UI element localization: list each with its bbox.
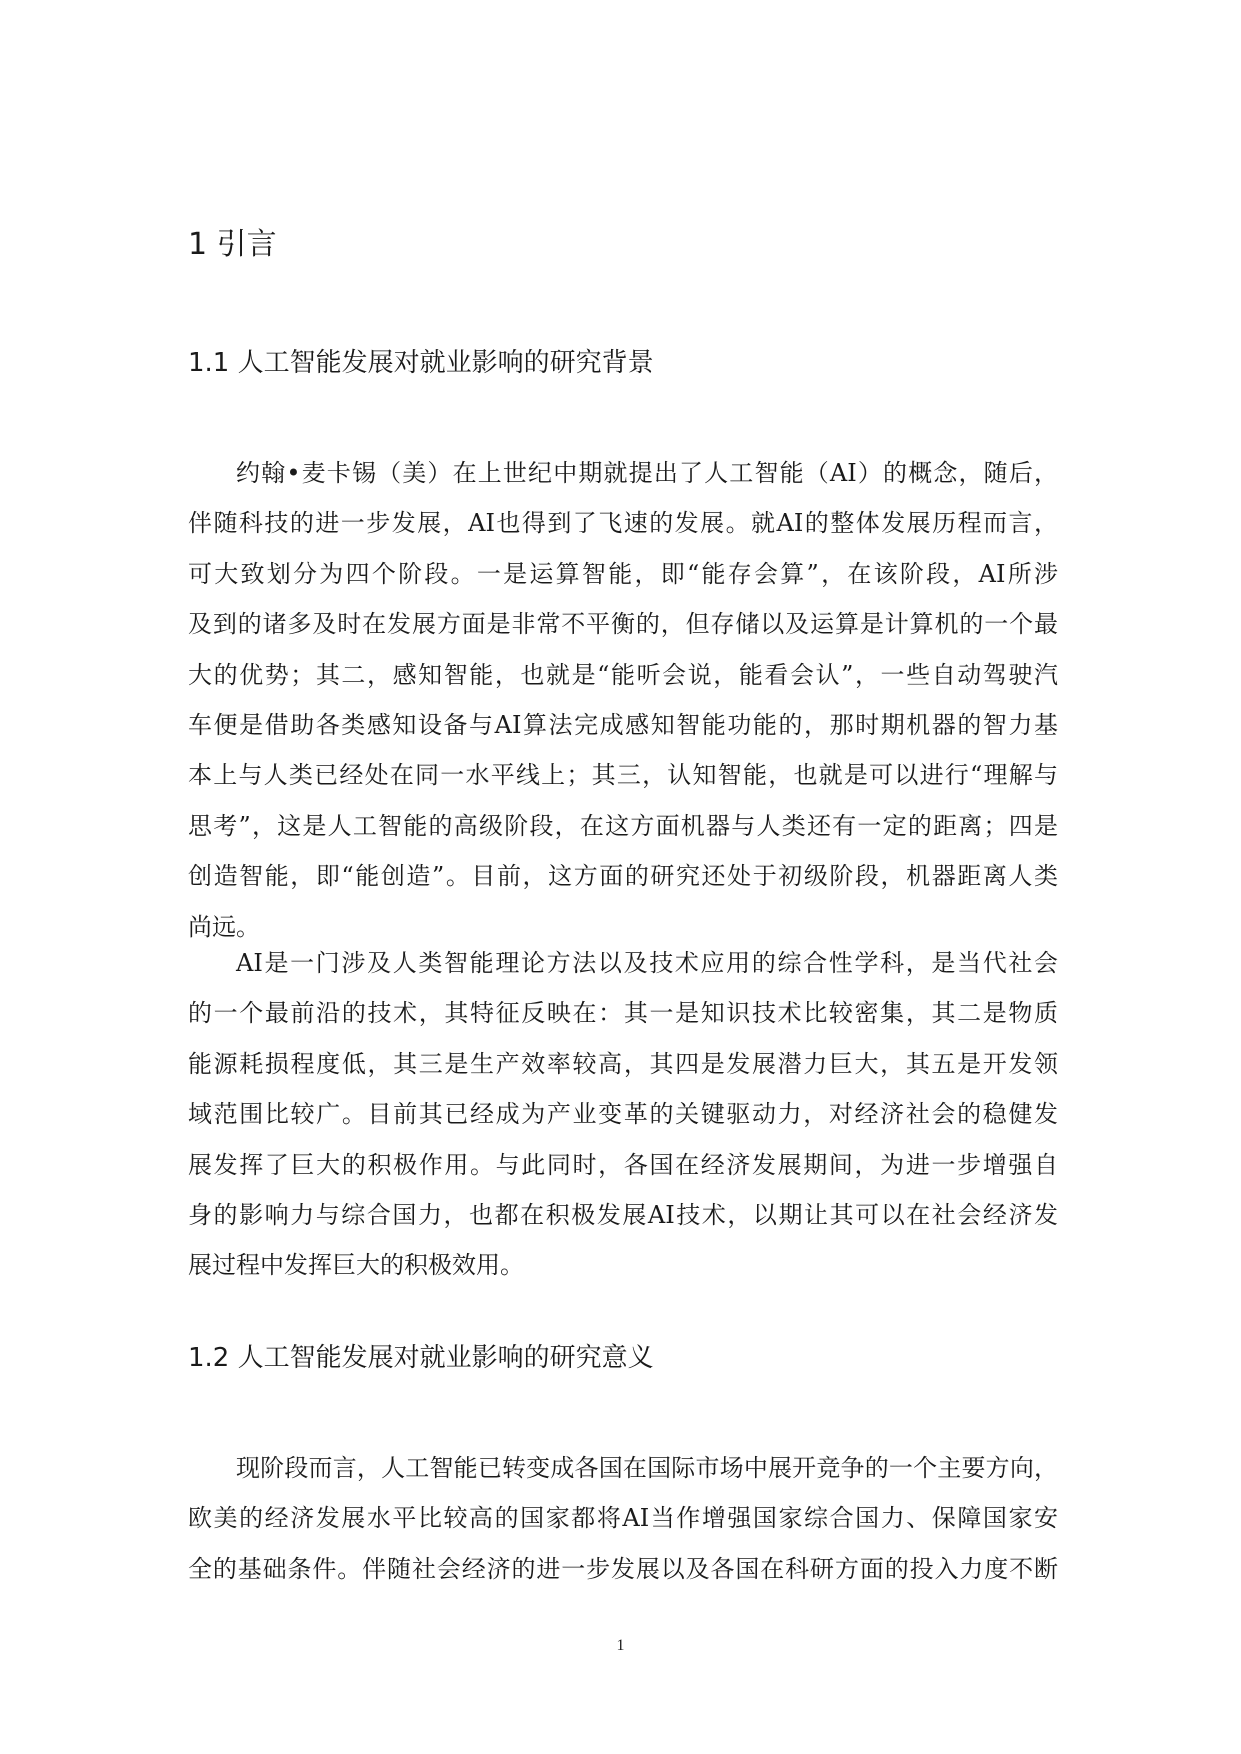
paragraph-characteristics — [188, 938, 1058, 1291]
page-number: 1 — [616, 1637, 625, 1654]
paragraph-significance — [188, 1443, 1058, 1594]
paragraph-line: 域范围比较广。目前其已经成为产业变革的关键驱动力，对经济社会的稳健发 — [188, 1100, 1058, 1129]
paragraph-line: 思考”，这是人工智能的高级阶段，在这方面机器与人类还有一定的距离；四是 — [188, 811, 1058, 840]
section-heading-background: 1.1 人工智能发展对就业影响的研究背景 — [188, 348, 654, 378]
paragraph-line: 可大致划分为四个阶段。一是运算智能，即“能存会算”，在该阶段，AI所涉 — [188, 559, 1058, 588]
paragraph-line: 能源耗损程度低，其三是生产效率较高，其四是发展潜力巨大，其五是开发领 — [188, 1049, 1058, 1078]
paragraph-line: 车便是借助各类感知设备与AI算法完成感知智能功能的，那时期机器的智力基 — [188, 710, 1058, 739]
paragraph-line: AI是一门涉及人类智能理论方法以及技术应用的综合性学科，是当代社会 — [236, 949, 1058, 977]
paragraph-line: 尚远。 — [188, 912, 260, 941]
paragraph-line: 身的影响力与综合国力，也都在积极发展AI技术，以期让其可以在社会经济发 — [188, 1200, 1058, 1229]
paragraph-line: 伴随科技的进一步发展，AI也得到了飞速的发展。就AI的整体发展历程而言， — [188, 509, 1058, 538]
section-heading-significance: 1.2 人工智能发展对就业影响的研究意义 — [188, 1343, 654, 1373]
paragraph-line: 欧美的经济发展水平比较高的国家都将AI当作增强国家综合国力、保障国家安 — [188, 1504, 1058, 1533]
paragraph-line: 展发挥了巨大的积极作用。与此同时，各国在经济发展期间，为进一步增强自 — [188, 1150, 1058, 1179]
paragraph-line: 全的基础条件。伴随社会经济的进一步发展以及各国在科研方面的投入力度不断 — [188, 1554, 1058, 1583]
paragraph-line: 及到的诸多及时在发展方面是非常不平衡的，但存储以及运算是计算机的一个最 — [188, 610, 1058, 639]
paragraph-line: 约翰•麦卡锡（美）在上世纪中期就提出了人工智能（AI）的概念，随后， — [236, 459, 1058, 487]
paragraph-line: 大的优势；其二，感知智能，也就是“能听会说，能看会认”，一些自动驾驶汽 — [188, 660, 1058, 689]
paragraph-line: 创造智能，即“能创造”。目前，这方面的研究还处于初级阶段，机器距离人类 — [188, 862, 1058, 891]
paragraph-line: 展过程中发挥巨大的积极效用。 — [188, 1251, 524, 1280]
paragraph-line: 现阶段而言，人工智能已转变成各国在国际市场中展开竞争的一个主要方向， — [236, 1454, 1058, 1482]
chapter-title: 1 引言 — [188, 227, 277, 262]
paragraph-line: 本上与人类已经处在同一水平线上；其三，认知智能，也就是可以进行“理解与 — [188, 761, 1058, 790]
paragraph-history — [188, 448, 1058, 952]
paragraph-line: 的一个最前沿的技术，其特征反映在：其一是知识技术比较密集，其二是物质 — [188, 999, 1058, 1028]
